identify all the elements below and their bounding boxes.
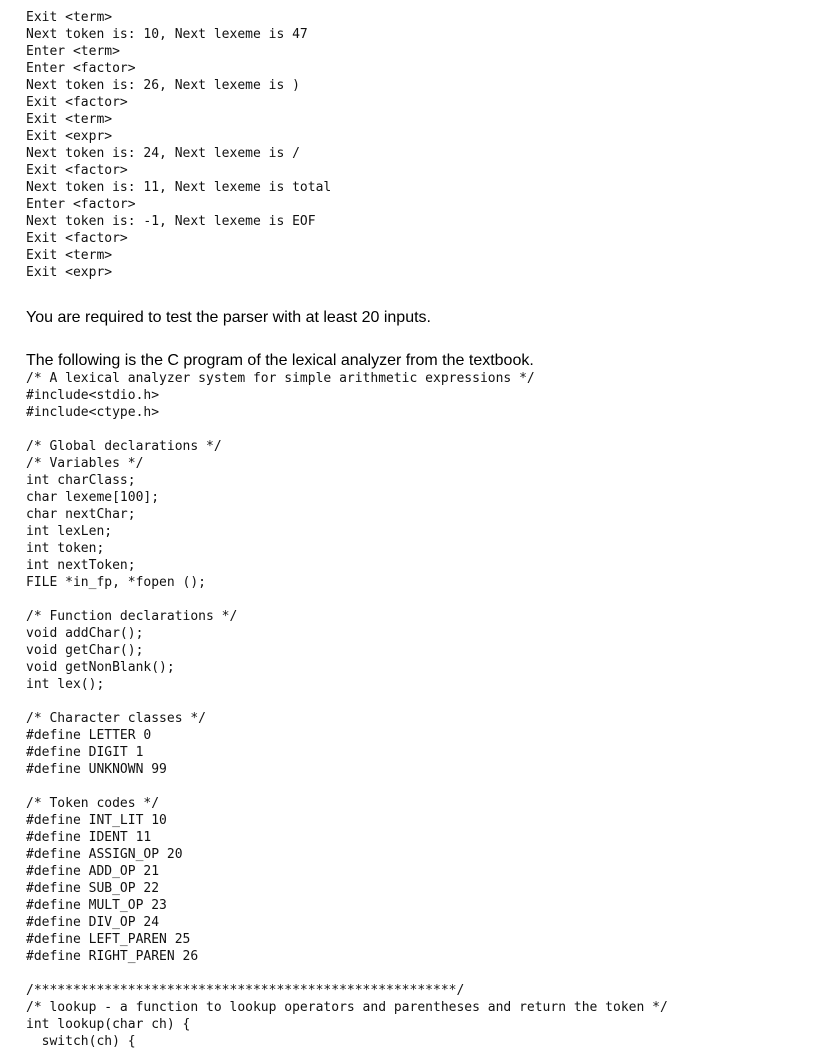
code-line: /* lookup - a function to lookup operators and parentheses and return the token */ bbox=[26, 1000, 668, 1015]
code-line: /* Global declarations */ bbox=[26, 439, 222, 454]
code-line bbox=[26, 591, 816, 608]
code-line bbox=[26, 693, 816, 710]
code-line: int lexLen; bbox=[26, 524, 113, 539]
code-line: #define IDENT 11 bbox=[26, 830, 152, 845]
lexical-analyzer-code bbox=[26, 370, 816, 1050]
code-line: #define UNKNOWN 99 bbox=[26, 762, 167, 777]
code-line: int lex(); bbox=[26, 677, 105, 692]
code-line bbox=[26, 421, 816, 438]
code-line: char nextChar; bbox=[26, 507, 136, 522]
program-intro: The following is the C program of the lexical analyzer from the textbook. bbox=[26, 352, 534, 369]
code-line: int charClass; bbox=[26, 473, 136, 488]
trace-line: Exit <factor> bbox=[26, 231, 128, 246]
trace-line: Exit <factor> bbox=[26, 163, 128, 178]
code-line: #define DIV_OP 24 bbox=[26, 915, 160, 930]
code-line: #define MULT_OP 23 bbox=[26, 898, 167, 913]
code-line: #define SUB_OP 22 bbox=[26, 881, 160, 896]
trace-line: Exit <expr> bbox=[26, 265, 113, 280]
code-line: void addChar(); bbox=[26, 626, 144, 641]
requirement-text: You are required to test the parser with at least 20 inputs. bbox=[26, 309, 431, 326]
trace-line: Next token is: 26, Next lexeme is ) bbox=[26, 78, 300, 93]
trace-line: Enter <term> bbox=[26, 44, 120, 59]
code-line: /* Function declarations */ bbox=[26, 609, 238, 624]
code-line: int lookup(char ch) { bbox=[26, 1017, 191, 1032]
code-line: switch(ch) { bbox=[26, 1034, 136, 1049]
document-page bbox=[26, 9, 816, 1050]
trace-line: Next token is: 10, Next lexeme is 47 bbox=[26, 27, 308, 42]
trace-line: Exit <term> bbox=[26, 248, 113, 263]
code-line: void getNonBlank(); bbox=[26, 660, 175, 675]
code-line: void getChar(); bbox=[26, 643, 144, 658]
code-line: int token; bbox=[26, 541, 105, 556]
parser-trace-output bbox=[26, 9, 816, 281]
trace-line: Next token is: 11, Next lexeme is total bbox=[26, 180, 332, 195]
trace-line: Enter <factor> bbox=[26, 197, 136, 212]
trace-line: Exit <term> bbox=[26, 112, 113, 127]
trace-line: Enter <factor> bbox=[26, 61, 136, 76]
code-line: /* A lexical analyzer system for simple arithmetic expressions */ bbox=[26, 371, 535, 386]
trace-line: Exit <expr> bbox=[26, 129, 113, 144]
code-line: FILE *in_fp, *fopen (); bbox=[26, 575, 207, 590]
code-line: #define INT_LIT 10 bbox=[26, 813, 167, 828]
code-line: #define RIGHT_PAREN 26 bbox=[26, 949, 199, 964]
trace-line: Exit <factor> bbox=[26, 95, 128, 110]
code-line: #define ADD_OP 21 bbox=[26, 864, 160, 879]
code-line: char lexeme[100]; bbox=[26, 490, 160, 505]
trace-line: Next token is: 24, Next lexeme is / bbox=[26, 146, 300, 161]
code-line: /* Character classes */ bbox=[26, 711, 207, 726]
code-line: #include<ctype.h> bbox=[26, 405, 160, 420]
trace-line: Next token is: -1, Next lexeme is EOF bbox=[26, 214, 316, 229]
trace-line: Exit <term> bbox=[26, 10, 113, 25]
code-line: /* Variables */ bbox=[26, 456, 144, 471]
code-line: /******************************************************/ bbox=[26, 983, 465, 998]
code-line: /* Token codes */ bbox=[26, 796, 160, 811]
code-line: #define DIGIT 1 bbox=[26, 745, 144, 760]
code-line: #include<stdio.h> bbox=[26, 388, 160, 403]
code-line bbox=[26, 778, 816, 795]
code-line: int nextToken; bbox=[26, 558, 136, 573]
code-line: #define ASSIGN_OP 20 bbox=[26, 847, 183, 862]
code-line: #define LETTER 0 bbox=[26, 728, 152, 743]
code-line bbox=[26, 965, 816, 982]
code-line: #define LEFT_PAREN 25 bbox=[26, 932, 191, 947]
